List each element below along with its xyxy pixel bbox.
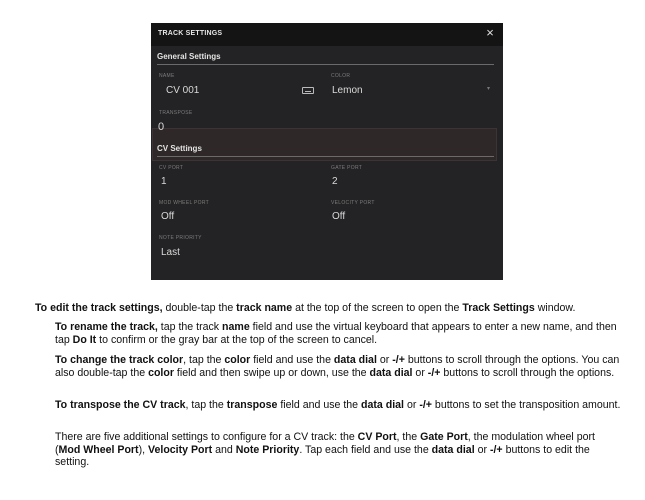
additional-settings-paragraph [55,431,621,469]
text-run: , the [396,431,421,443]
text-run: color [148,366,174,379]
text-run: There are five additional settings to configure for a CV track: the [55,431,358,443]
close-icon[interactable]: × [486,25,494,40]
text-run: and [212,443,236,456]
text-run: , the modulation wheel port ( [55,431,595,456]
text-run: data dial [369,366,413,379]
text-run: buttons to set the transposition amount. [431,399,621,411]
color-field[interactable]: Lemon [332,85,363,96]
velocity-port-field[interactable]: Off [332,211,346,222]
name-field[interactable]: CV 001 [166,85,200,96]
text-run: or [404,399,420,411]
color-lead: To change the track color [55,354,184,366]
text-run: window. [534,302,576,314]
text-run: at the top of the screen to open the [292,302,463,314]
dialog-title-bar [151,23,503,46]
transpose-paragraph [55,399,621,412]
keyboard-icon[interactable] [302,87,314,94]
text-run: -/+ [392,354,405,366]
chevron-down-icon: ▾ [487,86,491,92]
text-run: data dial [361,399,404,411]
gate-port-label: GATE PORT [331,165,363,171]
text-run: Velocity Port [148,443,213,456]
transpose-lead: To transpose the CV track [55,399,186,411]
gate-port-field[interactable]: 2 [332,176,338,187]
text-run: -/+ [489,443,503,456]
text-run: tap the track [157,321,223,333]
text-run: Do It [72,333,97,346]
text-run: double-tap the [162,302,237,314]
text-run: field and use the [250,354,334,366]
text-run: field and use the virtual keyboard that appears to enter a new name, and then tap [55,321,617,346]
text-run: to confirm or the gray bar at the top of the screen to cancel. [96,333,378,346]
rename-paragraph [55,321,621,346]
text-run: -/+ [419,399,432,411]
text-run: field and use the [277,399,362,411]
text-run: buttons to scroll through the options. [440,366,615,379]
text-run: . Tap each field and use the [299,443,432,456]
transpose-value[interactable]: 0 [158,121,165,133]
text-run: or [412,366,428,379]
cv-port-label: CV PORT [159,165,184,171]
text-run: CV Port [357,431,397,443]
track-settings-dialog [151,23,503,280]
text-run: Mod Wheel Port [58,443,139,456]
color-paragraph [55,354,621,379]
mod-wheel-port-field[interactable]: Off [161,211,175,222]
general-settings-heading: General Settings [157,52,494,65]
text-run: color [224,354,251,366]
note-priority-label: NOTE PRIORITY [159,235,202,241]
mod-wheel-port-label: MOD WHEEL PORT [159,200,210,206]
text-run: data dial [333,354,377,366]
transpose-label: TRANSPOSE [159,110,193,116]
text-run: track name [236,302,293,314]
text-run: buttons to edit the setting. [55,443,590,469]
color-label: COLOR [331,73,351,79]
text-run: , tap the [185,399,227,411]
text-run: field and then swipe up or down, use the [173,366,370,379]
text-run: Note Priority [235,443,300,456]
cv-settings-heading: CV Settings [157,144,494,157]
text-run: ), [138,443,148,456]
text-run: -/+ [427,366,441,379]
rename-lead: To rename the track, [55,321,158,333]
text-run: data dial [431,443,475,456]
text-run: , tap the [183,354,225,366]
cv-port-field[interactable]: 1 [161,176,167,187]
text-run: or [474,443,490,456]
intro-lead: To edit the track settings, [35,302,163,314]
text-run: transpose [226,399,278,411]
text-run: or [376,354,393,366]
intro-paragraph [35,302,625,315]
text-run: name [222,321,250,333]
velocity-port-label: VELOCITY PORT [331,200,375,206]
note-priority-field[interactable]: Last [161,247,180,258]
text-run: buttons to scroll through the options. You can also double-tap the [55,354,620,379]
text-run: Gate Port [420,431,468,443]
text-run: Track Settings [462,302,535,314]
name-label: NAME [159,73,175,79]
dialog-title: TRACK SETTINGS [158,30,223,37]
